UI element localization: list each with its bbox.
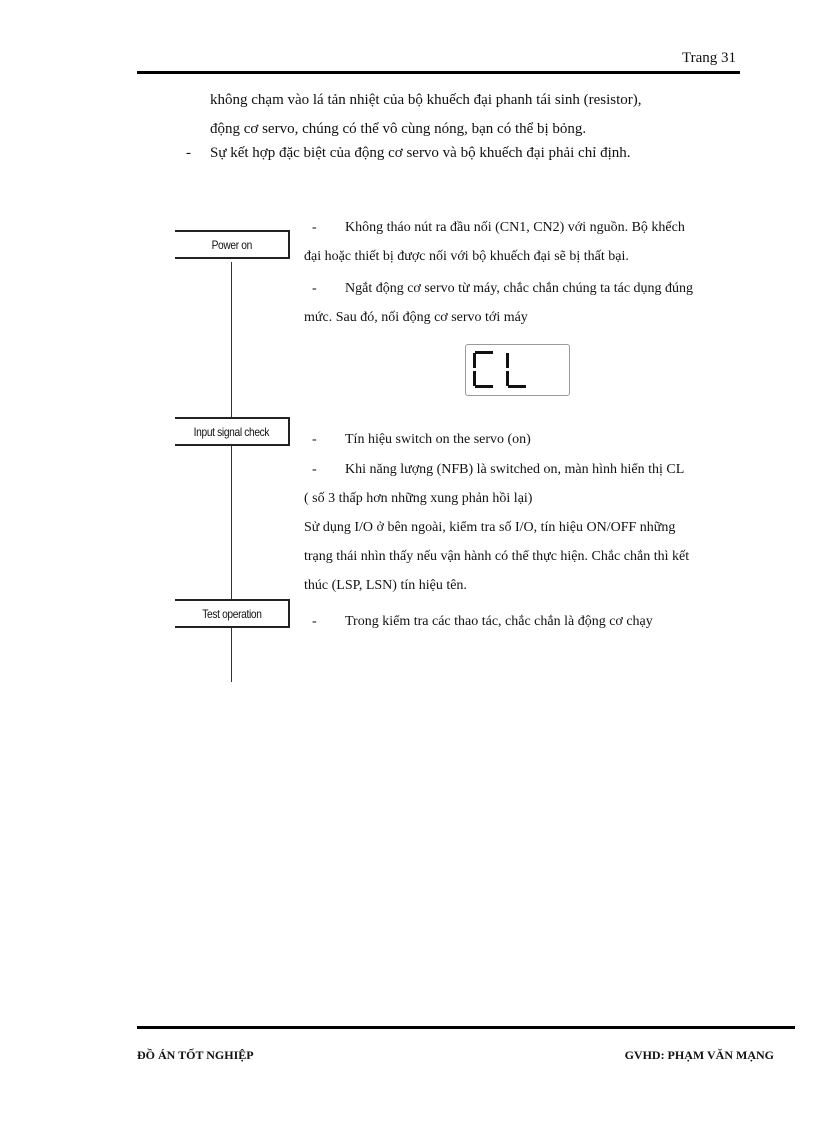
footer-right: GVHD: PHẠM VĂN MẠNG [624, 1048, 774, 1062]
flow-step-label: Power on [211, 237, 252, 252]
input-item2-line1: Khi năng lượng (NFB) là switched on, màn hình hiển thị CL [345, 462, 685, 477]
intro-bullet-text: Sự kết hợp đặc biệt của động cơ servo và bộ khuếch đại phải chỉ định. [210, 145, 631, 161]
power-on-item1-line2: đại hoặc thiết bị được nối với bộ khuếch đại sẽ bị thất bại. [304, 249, 629, 264]
dash-mark: - [312, 432, 317, 447]
flow-step-input-signal-check [175, 417, 290, 446]
lcd-display [465, 344, 570, 396]
intro-line-2: động cơ servo, chúng có thể vô cùng nóng, bạn có thể bị bỏng. [210, 121, 587, 137]
header-rule [137, 71, 740, 74]
page-number: Trang 31 [681, 50, 736, 66]
footer-left: ĐỒ ÁN TỐT NGHIỆP [137, 1048, 254, 1062]
intro-line-1: không chạm vào lá tản nhiệt của bộ khuếch đại phanh tái sinh (resistor), [210, 92, 642, 108]
lcd-cl-glyph [466, 345, 569, 395]
flow-step-power-on [175, 230, 290, 259]
power-on-item2-line2: mức. Sau đó, nối động cơ servo tới máy [304, 310, 528, 325]
dash-mark: - [312, 281, 317, 296]
dash-mark: - [312, 220, 317, 235]
bullet-mark: - [186, 145, 191, 161]
flow-step-label: Test operation [201, 606, 262, 621]
footer-rule [137, 1026, 795, 1029]
flow-step-test-operation [175, 599, 290, 628]
dash-mark: - [312, 614, 317, 629]
input-para-line2: trạng thái nhìn thấy nếu vận hành có thể thực hiện. Chắc chắn thì kết [304, 549, 690, 564]
input-para-line1: Sử dụng I/O ở bên ngoài, kiểm tra số I/O, tín hiệu ON/OFF những [304, 520, 676, 535]
input-item1: Tín hiệu switch on the servo (on) [345, 432, 531, 447]
flow-step-label: Input signal check [193, 424, 270, 439]
dash-mark: - [312, 462, 317, 477]
input-para-line3: thúc (LSP, LSN) tín hiệu tên. [304, 578, 467, 593]
input-item2-line2: ( số 3 thấp hơn những xung phản hồi lại) [304, 491, 533, 506]
power-on-item2-line1: Ngắt động cơ servo từ máy, chắc chắn chúng ta tác dụng đúng [345, 281, 694, 296]
power-on-item1-line1: Không tháo nút ra đầu nối (CN1, CN2) với nguồn. Bộ khếch [345, 220, 685, 235]
test-item1: Trong kiểm tra các thao tác, chắc chắn là động cơ chạy [345, 614, 653, 629]
